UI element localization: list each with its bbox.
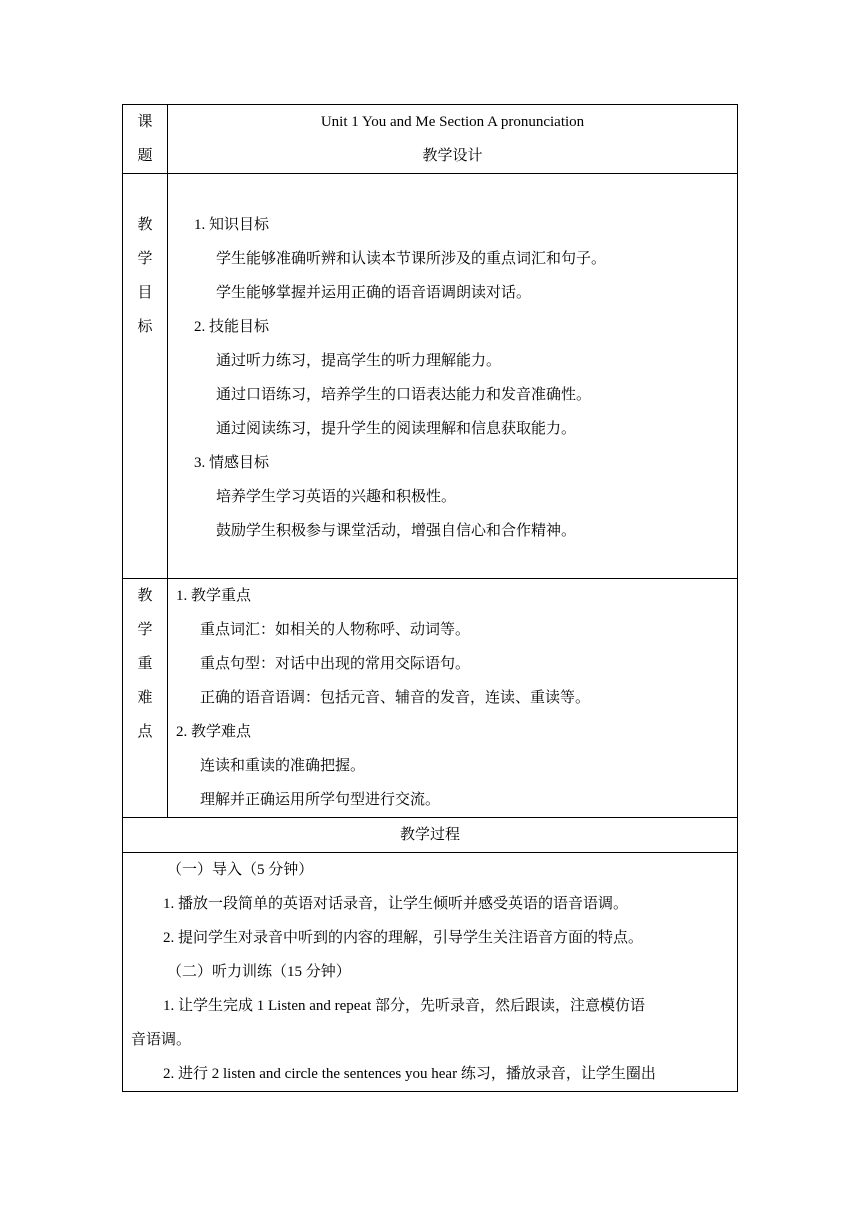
- title-row: [123, 105, 738, 174]
- label-char: 学: [137, 251, 153, 267]
- label-char: 课: [137, 114, 153, 130]
- objectives-cell: [168, 174, 738, 579]
- objective-item: 通过口语练习，培养学生的口语表达能力和发音准确性。: [216, 387, 592, 403]
- process-step-item: 1. 让学生完成 1 Listen and repeat 部分，先听录音，然后跟读，注意模仿语: [163, 998, 646, 1014]
- label-char: 标: [137, 319, 153, 335]
- process-step-item: 1. 播放一段简单的英语对话录音，让学生倾听并感受英语的语音语调。: [163, 896, 629, 912]
- label-char: 目: [137, 285, 153, 301]
- objective-item: 学生能够准确听辨和认读本节课所涉及的重点词汇和句子。: [216, 251, 607, 267]
- keypoint-item: 重点句型：对话中出现的常用交际语句。: [200, 656, 471, 672]
- keypoint-item: 理解并正确运用所学句型进行交流。: [200, 792, 441, 808]
- keypoint-heading: 2. 教学难点: [176, 724, 252, 740]
- objective-heading: 3. 情感目标: [194, 455, 270, 471]
- label-char: 教: [137, 588, 153, 604]
- label-char: 题: [137, 148, 153, 164]
- keypoints-label-cell: [123, 579, 168, 818]
- process-header: 教学过程: [399, 827, 460, 843]
- lesson-plan-table: [122, 104, 738, 1092]
- objectives-row: [123, 174, 738, 579]
- title-cell: [168, 105, 738, 174]
- keypoint-item: 正确的语音语调：包括元音、辅音的发音，连读、重读等。: [200, 690, 591, 706]
- process-step-heading: （一）导入（5 分钟）: [167, 862, 314, 878]
- keypoint-heading: 1. 教学重点: [176, 588, 252, 604]
- objective-heading: 2. 技能目标: [194, 319, 270, 335]
- process-header-cell: [123, 818, 738, 853]
- process-step-item: 2. 进行 2 listen and circle the sentences you hear 练习，播放录音，让学生圈出: [163, 1066, 656, 1082]
- process-header-row: [123, 818, 738, 853]
- label-char: 重: [137, 656, 153, 672]
- process-cell: [123, 853, 738, 1092]
- label-char: 教: [137, 217, 153, 233]
- objective-item: 培养学生学习英语的兴趣和积极性。: [216, 489, 457, 505]
- objective-heading: 1. 知识目标: [194, 217, 270, 233]
- lesson-subtitle: 教学设计: [422, 148, 483, 164]
- process-step-heading: （二）听力训练（15 分钟）: [167, 964, 351, 980]
- label-char: 难: [137, 690, 153, 706]
- label-char: 学: [137, 622, 153, 638]
- objective-item: 通过听力练习，提高学生的听力理解能力。: [216, 353, 502, 369]
- keypoint-item: 连读和重读的准确把握。: [200, 758, 366, 774]
- objective-item: 鼓励学生积极参与课堂活动，增强自信心和合作精神。: [216, 523, 577, 539]
- keypoints-row: [123, 579, 738, 818]
- process-step-item: 2. 提问学生对录音中听到的内容的理解，引导学生关注语音方面的特点。: [163, 930, 644, 946]
- title-label-cell: [123, 105, 168, 174]
- objectives-label-cell: [123, 174, 168, 579]
- process-step-item-continued: 音语调。: [131, 1032, 192, 1048]
- objective-item: 通过阅读练习，提升学生的阅读理解和信息获取能力。: [216, 421, 577, 437]
- lesson-title: Unit 1 You and Me Section A pronunciation: [320, 114, 585, 130]
- keypoint-item: 重点词汇：如相关的人物称呼、动词等。: [200, 622, 471, 638]
- label-char: 点: [137, 724, 153, 740]
- objective-item: 学生能够掌握并运用正确的语音语调朗读对话。: [216, 285, 532, 301]
- process-row: [123, 853, 738, 1092]
- keypoints-cell: [168, 579, 738, 818]
